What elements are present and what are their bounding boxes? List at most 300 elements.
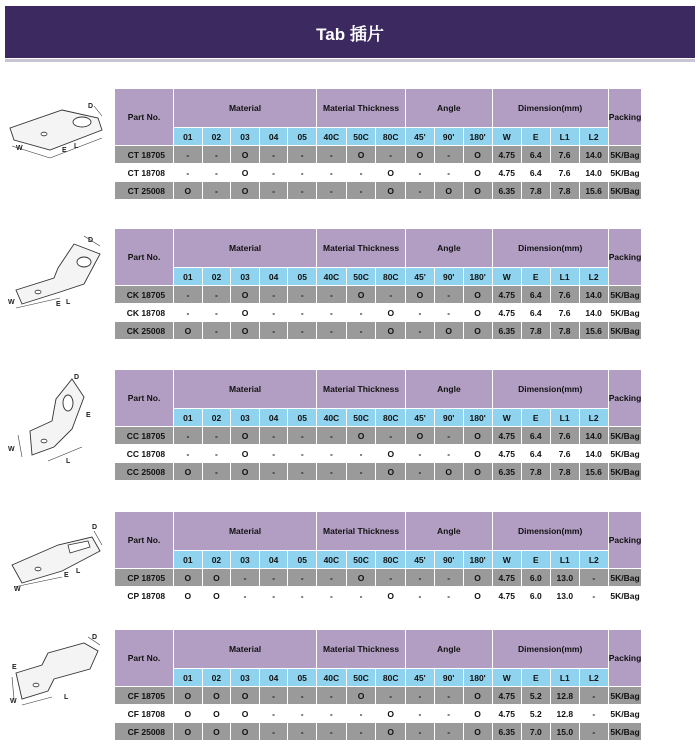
- thickness-cell: O: [376, 164, 406, 182]
- dimension-cell: 4.75: [492, 687, 521, 705]
- dimension-cell: 4.75: [492, 445, 521, 463]
- angle-cell: -: [434, 164, 463, 182]
- material-cell: O: [231, 286, 260, 304]
- part-number-cell: CC 25008: [115, 463, 174, 481]
- dimension-cell: 12.8: [550, 705, 579, 723]
- material-cell: O: [231, 427, 260, 445]
- material-cell: -: [288, 164, 317, 182]
- dimension-cell: 6.0: [521, 587, 550, 605]
- packing-cell: 5K/Bag: [608, 445, 642, 463]
- dimension-cell: 6.35: [492, 723, 521, 741]
- thickness-cell: -: [317, 463, 347, 481]
- tab-diagram-ck: [2, 228, 110, 338]
- subheader-dimension-w: W: [492, 551, 521, 569]
- subheader-material-02: 02: [202, 128, 231, 146]
- table-row: [115, 146, 700, 164]
- part-number-cell: CK 18705: [115, 286, 174, 304]
- material-cell: O: [231, 304, 260, 322]
- diagram-label-l: L: [66, 299, 71, 306]
- subheader-material-04: 04: [259, 268, 288, 286]
- angle-cell: O: [463, 569, 492, 587]
- thickness-cell: O: [346, 427, 376, 445]
- thickness-cell: -: [346, 322, 376, 340]
- part-number-cell: CP 18708: [115, 587, 174, 605]
- subheader-material-05: 05: [288, 268, 317, 286]
- dimension-cell: 15.6: [579, 182, 608, 200]
- subheader-thickness-40c: 40C: [317, 268, 347, 286]
- angle-cell: -: [406, 723, 435, 741]
- material-cell: O: [231, 445, 260, 463]
- thickness-cell: O: [346, 687, 376, 705]
- header-material-thickness: Material Thickness: [316, 89, 405, 128]
- table-row: [115, 182, 700, 200]
- dimension-cell: -: [579, 687, 608, 705]
- angle-cell: -: [434, 723, 463, 741]
- subheader-dimension-e: E: [521, 128, 550, 146]
- title-divider: [5, 59, 695, 62]
- thickness-cell: -: [376, 569, 406, 587]
- material-cell: -: [259, 705, 288, 723]
- subheader-material-03: 03: [231, 669, 260, 687]
- dimension-cell: 12.8: [550, 687, 579, 705]
- dimension-cell: 4.75: [492, 705, 521, 723]
- header-dimension: Dimension(mm): [492, 89, 608, 128]
- thickness-cell: -: [317, 286, 347, 304]
- dimension-cell: 5.2: [521, 687, 550, 705]
- subheader-angle-180: 180': [463, 128, 492, 146]
- part-number-cell: CF 18705: [115, 687, 174, 705]
- diagram-label-e: E: [62, 147, 67, 154]
- material-cell: -: [202, 164, 231, 182]
- material-cell: -: [288, 687, 317, 705]
- material-cell: -: [288, 304, 317, 322]
- material-cell: -: [288, 587, 317, 605]
- subheader-thickness-80c: 80C: [376, 669, 406, 687]
- material-cell: -: [259, 569, 288, 587]
- part-number-cell: CK 25008: [115, 322, 174, 340]
- subheader-material-02: 02: [202, 409, 231, 427]
- subheader-material-02: 02: [202, 268, 231, 286]
- diagram-label-w: W: [16, 145, 23, 152]
- subheader-dimension-l2: L2: [579, 268, 608, 286]
- thickness-cell: -: [317, 427, 347, 445]
- subheader-thickness-80c: 80C: [376, 409, 406, 427]
- material-cell: O: [202, 569, 231, 587]
- dimension-cell: 14.0: [579, 304, 608, 322]
- material-cell: -: [288, 445, 317, 463]
- subheader-thickness-80c: 80C: [376, 128, 406, 146]
- dimension-cell: 13.0: [550, 587, 579, 605]
- packing-cell: 5K/Bag: [608, 322, 642, 340]
- material-cell: -: [259, 687, 288, 705]
- header-material: Material: [174, 512, 317, 551]
- dimension-cell: 14.0: [579, 164, 608, 182]
- material-cell: O: [231, 164, 260, 182]
- diagram-label-d: D: [92, 634, 98, 641]
- diagram-label-w: W: [14, 586, 21, 593]
- angle-cell: O: [406, 427, 435, 445]
- subheader-thickness-50c: 50C: [346, 268, 376, 286]
- subheader-angle-90: 90': [434, 128, 463, 146]
- material-cell: O: [202, 705, 231, 723]
- thickness-cell: -: [317, 322, 347, 340]
- subheader-material-03: 03: [231, 128, 260, 146]
- header-packing: Packing: [608, 229, 642, 286]
- material-cell: O: [202, 687, 231, 705]
- packing-cell: 5K/Bag: [608, 723, 642, 741]
- material-cell: -: [288, 427, 317, 445]
- thickness-cell: -: [316, 164, 346, 182]
- dimension-cell: 6.4: [521, 304, 550, 322]
- part-number-cell: CF 25008: [115, 723, 174, 741]
- table-row: [115, 705, 700, 723]
- dimension-cell: 6.4: [521, 164, 550, 182]
- thickness-cell: O: [376, 587, 406, 605]
- material-cell: -: [288, 146, 317, 164]
- dimension-cell: -: [579, 587, 608, 605]
- subheader-angle-45: 45': [406, 409, 435, 427]
- angle-cell: -: [406, 164, 435, 182]
- subheader-dimension-l1: L1: [550, 669, 579, 687]
- subheader-dimension-w: W: [492, 669, 521, 687]
- subheader-angle-180: 180': [463, 268, 492, 286]
- angle-cell: O: [463, 182, 492, 200]
- part-number-cell: CK 18708: [115, 304, 174, 322]
- material-cell: -: [202, 146, 231, 164]
- table-row: [115, 569, 700, 587]
- angle-cell: -: [406, 182, 435, 200]
- subheader-dimension-l2: L2: [579, 409, 608, 427]
- diagram-label-d: D: [74, 374, 80, 381]
- spec-table-cc: [114, 369, 700, 481]
- diagram-label-l: L: [64, 694, 69, 701]
- thickness-cell: O: [376, 304, 406, 322]
- material-cell: -: [202, 427, 231, 445]
- header-part-no: Part No.: [115, 229, 174, 286]
- header-part-no: Part No.: [115, 89, 174, 146]
- material-cell: -: [202, 445, 231, 463]
- header-dimension: Dimension(mm): [492, 630, 608, 669]
- angle-cell: -: [434, 569, 463, 587]
- subheader-material-04: 04: [259, 409, 288, 427]
- material-cell: O: [231, 146, 260, 164]
- header-material: Material: [174, 89, 317, 128]
- angle-cell: O: [406, 146, 435, 164]
- diagram-label-e: E: [64, 572, 69, 579]
- table-row: [115, 463, 700, 481]
- material-cell: -: [288, 723, 317, 741]
- subheader-material-01: 01: [174, 128, 203, 146]
- thickness-cell: -: [317, 304, 347, 322]
- subheader-angle-180: 180': [463, 669, 492, 687]
- tab-diagram-cp: [2, 511, 110, 621]
- subheader-dimension-l2: L2: [579, 128, 608, 146]
- subheader-angle-90: 90': [434, 409, 463, 427]
- header-packing: Packing: [608, 630, 642, 687]
- subheader-dimension-l1: L1: [550, 551, 579, 569]
- packing-cell: 5K/Bag: [608, 587, 642, 605]
- spec-table-ck: [114, 228, 700, 340]
- thickness-cell: O: [346, 146, 376, 164]
- header-dimension: Dimension(mm): [492, 370, 608, 409]
- dimension-cell: 4.75: [492, 587, 521, 605]
- angle-cell: -: [406, 569, 435, 587]
- thickness-cell: -: [346, 705, 376, 723]
- dimension-cell: 4.75: [492, 146, 521, 164]
- dimension-cell: 7.6: [550, 427, 579, 445]
- angle-cell: -: [434, 304, 463, 322]
- subheader-thickness-80c: 80C: [376, 551, 406, 569]
- packing-cell: 5K/Bag: [608, 569, 642, 587]
- packing-cell: 5K/Bag: [608, 286, 642, 304]
- material-cell: O: [174, 463, 203, 481]
- subheader-angle-45: 45': [406, 128, 435, 146]
- dimension-cell: 6.4: [521, 286, 550, 304]
- angle-cell: O: [463, 427, 492, 445]
- dimension-cell: 15.6: [579, 322, 608, 340]
- material-cell: -: [202, 322, 231, 340]
- material-cell: -: [259, 322, 288, 340]
- material-cell: -: [288, 322, 317, 340]
- dimension-cell: 4.75: [492, 164, 521, 182]
- subheader-material-05: 05: [288, 128, 317, 146]
- packing-cell: 5K/Bag: [608, 463, 642, 481]
- header-part-no: Part No.: [115, 630, 174, 687]
- subheader-material-04: 04: [259, 669, 288, 687]
- header-material: Material: [174, 370, 317, 409]
- material-cell: -: [202, 463, 231, 481]
- dimension-cell: 6.4: [521, 427, 550, 445]
- angle-cell: O: [463, 687, 492, 705]
- header-angle: Angle: [406, 89, 493, 128]
- dimension-cell: 4.75: [492, 427, 521, 445]
- material-cell: O: [231, 687, 260, 705]
- part-number-cell: CC 18708: [115, 445, 174, 463]
- header-material-thickness: Material Thickness: [317, 512, 406, 551]
- header-material-thickness: Material Thickness: [317, 370, 406, 409]
- angle-cell: -: [434, 286, 463, 304]
- diagram-label-d: D: [88, 103, 94, 110]
- material-cell: O: [174, 322, 203, 340]
- packing-cell: 5K/Bag: [608, 146, 642, 164]
- thickness-cell: -: [317, 587, 347, 605]
- dimension-cell: 14.0: [579, 146, 608, 164]
- angle-cell: -: [406, 587, 435, 605]
- angle-cell: O: [434, 322, 463, 340]
- subheader-material-02: 02: [202, 669, 231, 687]
- thickness-cell: O: [376, 463, 406, 481]
- dimension-cell: 7.6: [550, 304, 579, 322]
- thickness-cell: -: [376, 687, 406, 705]
- dimension-cell: 7.8: [550, 182, 579, 200]
- packing-cell: 5K/Bag: [608, 164, 642, 182]
- subheader-dimension-w: W: [492, 128, 521, 146]
- header-material-thickness: Material Thickness: [316, 630, 405, 669]
- material-cell: -: [288, 463, 317, 481]
- header-dimension: Dimension(mm): [492, 512, 608, 551]
- part-number-cell: CT 18705: [115, 146, 174, 164]
- subheader-dimension-l1: L1: [550, 409, 579, 427]
- thickness-cell: -: [316, 705, 346, 723]
- dimension-cell: 7.8: [550, 463, 579, 481]
- diagram-label-w: W: [8, 299, 15, 306]
- subheader-thickness-80c: 80C: [376, 268, 406, 286]
- diagram-label-e: E: [12, 664, 17, 671]
- table-row: [115, 164, 700, 182]
- material-cell: O: [202, 587, 231, 605]
- diagram-label-d: D: [92, 524, 98, 531]
- material-cell: O: [174, 182, 203, 200]
- subheader-thickness-50c: 50C: [346, 551, 376, 569]
- dimension-cell: 14.0: [579, 286, 608, 304]
- material-cell: -: [288, 705, 317, 723]
- page-title-banner: [5, 6, 695, 58]
- diagram-label-w: W: [8, 446, 15, 453]
- angle-cell: O: [463, 587, 492, 605]
- thickness-cell: -: [317, 445, 347, 463]
- dimension-cell: 4.75: [492, 304, 521, 322]
- dimension-cell: 7.8: [550, 322, 579, 340]
- header-angle: Angle: [406, 229, 493, 268]
- material-cell: O: [231, 463, 260, 481]
- spec-table-cp: [114, 511, 700, 605]
- dimension-cell: -: [579, 569, 608, 587]
- packing-cell: 5K/Bag: [608, 427, 642, 445]
- header-part-no: Part No.: [115, 370, 174, 427]
- thickness-cell: O: [376, 182, 406, 200]
- part-number-cell: CP 18705: [115, 569, 174, 587]
- thickness-cell: -: [346, 587, 376, 605]
- material-cell: -: [259, 146, 288, 164]
- thickness-cell: -: [346, 164, 376, 182]
- material-cell: -: [174, 146, 203, 164]
- table-row: [115, 286, 700, 304]
- subheader-thickness-40c: 40C: [317, 409, 347, 427]
- material-cell: O: [231, 182, 260, 200]
- dimension-cell: -: [579, 723, 608, 741]
- dimension-cell: 4.75: [492, 286, 521, 304]
- material-cell: O: [174, 723, 203, 741]
- angle-cell: O: [406, 286, 435, 304]
- subheader-angle-45: 45': [406, 551, 435, 569]
- angle-cell: O: [463, 146, 492, 164]
- material-cell: O: [231, 705, 260, 723]
- thickness-cell: O: [376, 445, 406, 463]
- angle-cell: -: [406, 304, 435, 322]
- subheader-dimension-w: W: [492, 268, 521, 286]
- tab-diagram-cc: [2, 369, 110, 479]
- material-cell: -: [259, 164, 288, 182]
- material-cell: -: [259, 427, 288, 445]
- subheader-angle-90: 90': [434, 268, 463, 286]
- subheader-thickness-50c: 50C: [346, 409, 376, 427]
- thickness-cell: -: [376, 286, 406, 304]
- table-row: [115, 304, 700, 322]
- angle-cell: O: [463, 164, 492, 182]
- thickness-cell: -: [346, 463, 376, 481]
- angle-cell: -: [434, 146, 463, 164]
- subheader-material-04: 04: [259, 128, 288, 146]
- angle-cell: O: [463, 286, 492, 304]
- dimension-cell: 7.6: [550, 286, 579, 304]
- material-cell: -: [174, 164, 203, 182]
- dimension-cell: 6.4: [521, 445, 550, 463]
- subheader-dimension-e: E: [521, 268, 550, 286]
- subheader-material-01: 01: [174, 551, 203, 569]
- thickness-cell: -: [316, 723, 346, 741]
- part-number-cell: CF 18708: [115, 705, 174, 723]
- header-packing: Packing: [608, 370, 642, 427]
- material-cell: -: [202, 182, 231, 200]
- angle-cell: O: [463, 463, 492, 481]
- tab-diagram-cf: [2, 629, 110, 739]
- subheader-thickness-40c: 40C: [317, 551, 347, 569]
- material-cell: -: [259, 463, 288, 481]
- material-cell: -: [231, 587, 260, 605]
- material-cell: O: [174, 687, 203, 705]
- angle-cell: -: [406, 705, 435, 723]
- material-cell: O: [202, 723, 231, 741]
- header-packing: Packing: [608, 512, 642, 569]
- header-material: Material: [174, 630, 317, 669]
- thickness-cell: -: [316, 146, 346, 164]
- page-title: Tab 插片: [316, 24, 384, 44]
- angle-cell: -: [434, 705, 463, 723]
- subheader-material-05: 05: [288, 669, 317, 687]
- table-row: [115, 587, 700, 605]
- dimension-cell: 15.0: [550, 723, 579, 741]
- thickness-cell: -: [346, 723, 376, 741]
- angle-cell: O: [463, 304, 492, 322]
- angle-cell: -: [406, 445, 435, 463]
- angle-cell: O: [463, 322, 492, 340]
- subheader-thickness-40c: 40C: [316, 669, 346, 687]
- dimension-cell: 6.35: [492, 322, 521, 340]
- subheader-angle-45: 45': [406, 669, 435, 687]
- subheader-thickness-50c: 50C: [346, 128, 376, 146]
- subheader-dimension-l2: L2: [579, 551, 608, 569]
- diagram-label-l: L: [66, 458, 71, 465]
- table-row: [115, 687, 700, 705]
- angle-cell: -: [406, 463, 435, 481]
- diagram-label-l: L: [74, 143, 79, 150]
- angle-cell: -: [434, 587, 463, 605]
- angle-cell: -: [434, 427, 463, 445]
- thickness-cell: -: [317, 569, 347, 587]
- header-material: Material: [174, 229, 317, 268]
- subheader-material-05: 05: [288, 551, 317, 569]
- material-cell: -: [259, 304, 288, 322]
- material-cell: O: [174, 587, 203, 605]
- subheader-angle-180: 180': [463, 551, 492, 569]
- subheader-material-01: 01: [174, 409, 203, 427]
- subheader-material-02: 02: [202, 551, 231, 569]
- material-cell: O: [231, 322, 260, 340]
- dimension-cell: 6.35: [492, 182, 521, 200]
- packing-cell: 5K/Bag: [608, 705, 642, 723]
- diagram-label-w: W: [10, 698, 17, 705]
- subheader-dimension-l1: L1: [550, 268, 579, 286]
- dimension-cell: 5.2: [521, 705, 550, 723]
- thickness-cell: O: [376, 723, 406, 741]
- material-cell: -: [259, 182, 288, 200]
- dimension-cell: 15.6: [579, 463, 608, 481]
- subheader-thickness-50c: 50C: [346, 669, 376, 687]
- dimension-cell: 14.0: [579, 427, 608, 445]
- subheader-angle-180: 180': [463, 409, 492, 427]
- header-packing: Packing: [608, 89, 642, 146]
- material-cell: -: [174, 427, 203, 445]
